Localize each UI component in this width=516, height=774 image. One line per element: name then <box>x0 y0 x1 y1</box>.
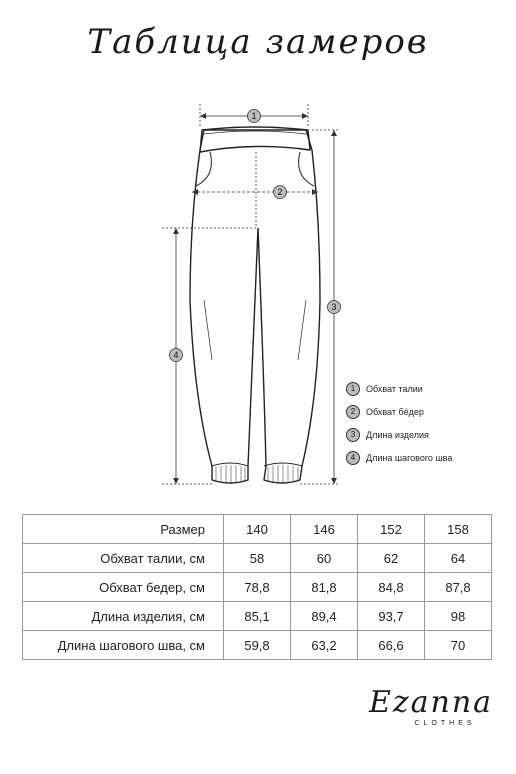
table-row <box>23 544 492 573</box>
legend-label: Длина шагового шва <box>366 452 453 463</box>
marker-1 <box>248 110 261 123</box>
table-cell: Размер <box>23 515 224 544</box>
table-cell: Длина изделия, см <box>23 602 224 631</box>
legend-number: 3 <box>346 428 360 442</box>
marker-4 <box>170 349 183 362</box>
table-cell: 78,8 <box>224 573 291 602</box>
table-cell: 93,7 <box>358 602 425 631</box>
table-cell: Длина шагового шва, см <box>23 631 224 660</box>
table-cell: 140 <box>224 515 291 544</box>
left-pocket <box>196 152 211 186</box>
pants-outline <box>190 130 320 483</box>
table-cell: 62 <box>358 544 425 573</box>
table-cell: 89,4 <box>291 602 358 631</box>
table-cell: 85,1 <box>224 602 291 631</box>
table-cell: 152 <box>358 515 425 544</box>
table-cell: 60 <box>291 544 358 573</box>
brand-logo <box>366 686 496 727</box>
svg-text:2: 2 <box>277 187 283 197</box>
table-cell: 84,8 <box>358 573 425 602</box>
table-cell: 70 <box>425 631 492 660</box>
table-row <box>23 602 492 631</box>
svg-text:3: 3 <box>331 302 337 312</box>
table-cell: 87,8 <box>425 573 492 602</box>
table-cell: 81,8 <box>291 573 358 602</box>
right-pocket <box>299 152 314 186</box>
table-cell: Обхват талии, см <box>23 544 224 573</box>
legend-label: Длина изделия <box>366 429 429 440</box>
table-cell: 58 <box>224 544 291 573</box>
table-row <box>23 573 492 602</box>
legend-item <box>346 426 452 443</box>
table-header-row <box>23 515 492 544</box>
table-cell: 63,2 <box>291 631 358 660</box>
table-cell: Обхват бедер, см <box>23 573 224 602</box>
size-table <box>22 514 492 660</box>
svg-text:4: 4 <box>173 350 179 360</box>
legend-item <box>346 449 452 466</box>
table-row <box>23 631 492 660</box>
table-cell: 158 <box>425 515 492 544</box>
left-cuff <box>212 463 248 466</box>
brand-subtitle: CLOTHES <box>414 720 476 727</box>
legend-number: 1 <box>346 382 360 396</box>
marker-3 <box>328 301 341 314</box>
marker-2 <box>274 186 287 199</box>
legend-item <box>346 380 452 397</box>
legend-item <box>346 403 452 420</box>
table-cell: 98 <box>425 602 492 631</box>
svg-text:1: 1 <box>251 111 257 121</box>
table-cell: 59,8 <box>224 631 291 660</box>
legend-number: 4 <box>346 451 360 465</box>
legend-number: 2 <box>346 405 360 419</box>
table-cell: 146 <box>291 515 358 544</box>
table-cell: 64 <box>425 544 492 573</box>
legend-label: Обхват бёдер <box>366 406 424 417</box>
legend-label: Обхват талии <box>366 383 423 394</box>
page-title: Таблица замеров <box>87 22 429 62</box>
measurement-legend <box>346 380 452 472</box>
table-cell: 66,6 <box>358 631 425 660</box>
brand-name: Ezanna <box>368 685 494 720</box>
